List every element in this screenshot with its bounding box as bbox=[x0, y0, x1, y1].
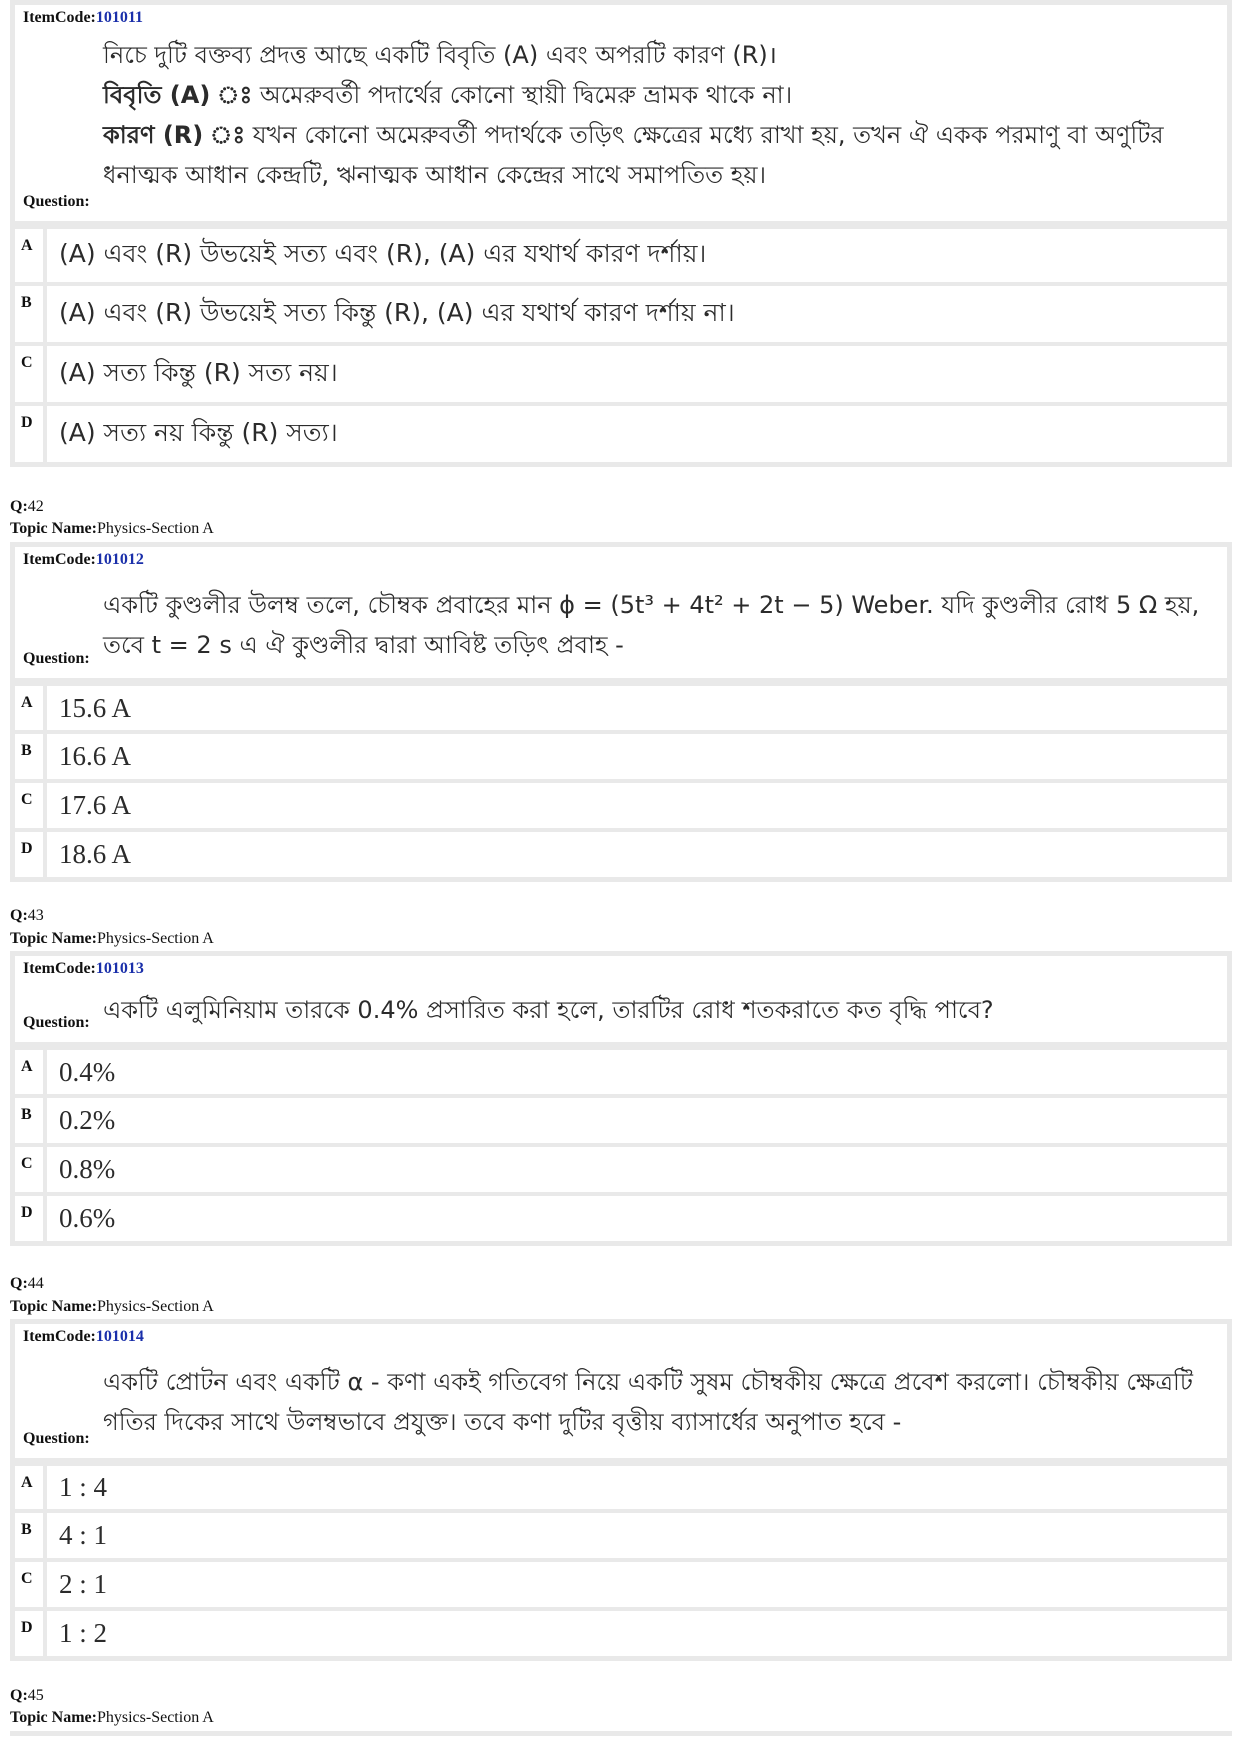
option-d[interactable]: D (A) সত্য নয় কিন্তু (R) সত্য। bbox=[15, 402, 1227, 462]
question-label: Question: bbox=[23, 193, 90, 210]
statement-a: বিবৃতি (A) ঃ অমেরুবর্তী পদার্থের কোনো স্থায়ী দ্বিমেরু ভ্রামক থাকে না। bbox=[103, 81, 793, 109]
question-text bbox=[103, 35, 1215, 195]
item-code: ItemCode:101012 bbox=[23, 551, 144, 568]
question-cell bbox=[15, 547, 1227, 682]
option-b[interactable]: B 16.6 A bbox=[15, 730, 1227, 779]
question-number: Q:44 bbox=[10, 1275, 44, 1292]
question-number: Q:43 bbox=[10, 907, 44, 924]
option-d[interactable]: D 18.6 A bbox=[15, 828, 1227, 877]
option-c[interactable]: C 0.8% bbox=[15, 1143, 1227, 1192]
option-c[interactable]: C (A) সত্য কিন্তু (R) সত্য নয়। bbox=[15, 342, 1227, 402]
reason-r: কারণ (R) ঃ যখন কোনো অমেরুবর্তী পদার্থকে তড়িৎ ক্ষেত্রের মধ্যে রাখা হয়, তখন ঐ একক পরমাণু বা অণুটির ধনাত্মক আধান কেন্দ্রটি, ঋনাত্মক আধান কেন্দ্রের সাথে সমাপতিত হয়। bbox=[103, 121, 1164, 189]
option-b[interactable]: B 4 : 1 bbox=[15, 1509, 1227, 1558]
question-cell bbox=[15, 956, 1227, 1046]
topic-name: Topic Name:Physics-Section A bbox=[10, 520, 214, 537]
next-block-border bbox=[10, 1731, 1232, 1736]
question-block-42 bbox=[10, 542, 1232, 882]
question-block-44 bbox=[10, 1319, 1232, 1661]
question-cell bbox=[15, 5, 1227, 225]
topic-name: Topic Name:Physics-Section A bbox=[10, 930, 214, 947]
question-cell bbox=[15, 1324, 1227, 1462]
question-intro: নিচে দুটি বক্তব্য প্রদত্ত আছে একটি বিবৃতি (A) এবং অপরটি কারণ (R)। bbox=[103, 41, 777, 69]
option-a[interactable]: A 0.4% bbox=[15, 1046, 1227, 1094]
option-b[interactable]: B (A) এবং (R) উভয়েই সত্য কিন্তু (R), (A) এর যথার্থ কারণ দর্শায় না। bbox=[15, 282, 1227, 342]
option-a[interactable]: A 1 : 4 bbox=[15, 1462, 1227, 1509]
option-d[interactable]: D 0.6% bbox=[15, 1192, 1227, 1241]
question-label: Question: bbox=[23, 650, 90, 667]
question-block-41 bbox=[10, 0, 1232, 467]
item-code: ItemCode:101013 bbox=[23, 960, 144, 977]
option-a[interactable]: A 15.6 A bbox=[15, 682, 1227, 730]
question-text: একটি প্রোটন এবং একটি α - কণা একই গতিবেগ নিয়ে একটি সুষম চৌম্বকীয় ক্ষেত্রে প্রবেশ করলো। চৌম্বকীয় ক্ষেত্রটি গতির দিকের সাথে উলম্বভাবে প্রযুক্ত। তবে কণা দুটির বৃত্তীয় ব্যাসার্ধের অনুপাত হবে - bbox=[103, 1368, 1193, 1436]
question-number: Q:45 bbox=[10, 1687, 44, 1704]
item-code: ItemCode:101014 bbox=[23, 1328, 144, 1345]
question-text: একটি এলুমিনিয়াম তারকে 0.4% প্রসারিত করা হলে, তারটির রোধ শতকরাতে কত বৃদ্ধি পাবে? bbox=[103, 996, 994, 1024]
topic-name: Topic Name:Physics-Section A bbox=[10, 1298, 214, 1315]
item-code: ItemCode:101011 bbox=[23, 9, 143, 26]
option-c[interactable]: C 17.6 A bbox=[15, 779, 1227, 828]
question-number: Q:42 bbox=[10, 498, 44, 515]
question-label: Question: bbox=[23, 1014, 90, 1031]
question-block-43 bbox=[10, 951, 1232, 1246]
option-b[interactable]: B 0.2% bbox=[15, 1094, 1227, 1143]
option-c[interactable]: C 2 : 1 bbox=[15, 1558, 1227, 1607]
topic-name: Topic Name:Physics-Section A bbox=[10, 1709, 214, 1726]
option-a[interactable]: A (A) এবং (R) উভয়েই সত্য এবং (R), (A) এর যথার্থ কারণ দর্শায়। bbox=[15, 225, 1227, 282]
question-text: একটি কুণ্ডলীর উলম্ব তলে, চৌম্বক প্রবাহের মান ϕ = (5t³ + 4t² + 2t − 5) Weber. যদি কুণ্ডলীর রোধ 5 Ω হয়, তবে t = 2 s এ ঐ কুণ্ডলীর দ্বারা আবিষ্ট তড়িৎ প্রবাহ - bbox=[103, 591, 1200, 659]
question-label: Question: bbox=[23, 1430, 90, 1447]
option-d[interactable]: D 1 : 2 bbox=[15, 1607, 1227, 1656]
